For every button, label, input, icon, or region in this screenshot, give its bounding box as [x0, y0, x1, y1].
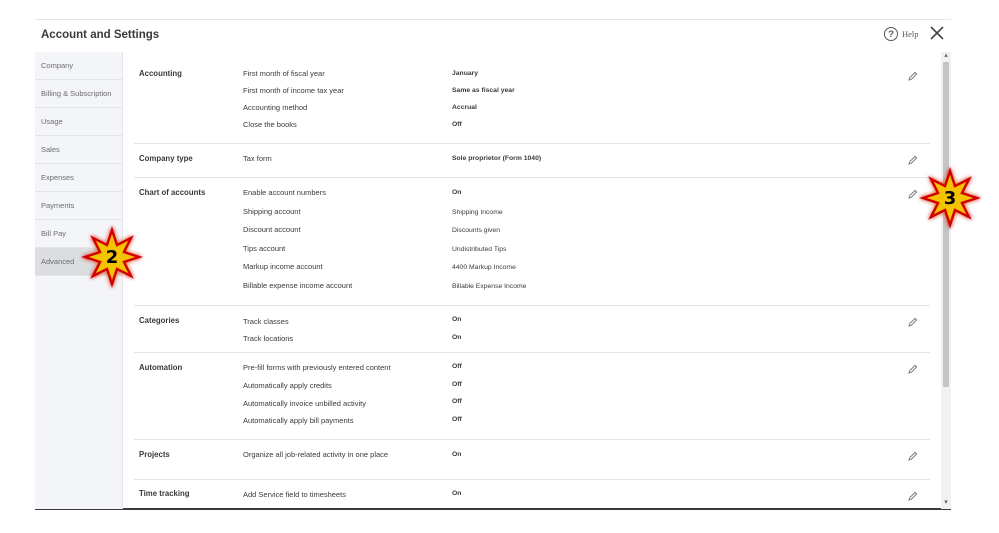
- pencil-icon: [908, 451, 918, 461]
- setting-value: Accrual: [452, 104, 477, 111]
- section-accounting: [134, 52, 930, 144]
- sidebar-item-advanced[interactable]: Advanced: [35, 248, 122, 276]
- setting-value: Off: [452, 416, 462, 423]
- edit-categories-button[interactable]: [908, 317, 918, 327]
- setting-label: Close the books: [243, 120, 297, 129]
- setting-value: Billable Expense Income: [452, 283, 527, 290]
- setting-label: Track locations: [243, 334, 294, 343]
- pencil-icon: [908, 364, 918, 374]
- pencil-icon: [908, 317, 918, 327]
- edit-company-type-button[interactable]: [908, 155, 918, 165]
- setting-label: Markup income account: [243, 262, 323, 271]
- setting-label: Billable expense income account: [243, 281, 353, 290]
- section-company-type: [134, 144, 930, 178]
- section-projects: [134, 440, 930, 480]
- setting-value: Undistributed Tips: [452, 246, 507, 253]
- scroll-down-icon[interactable]: ▾: [944, 499, 948, 506]
- callout-number: 2: [105, 246, 119, 268]
- section-categories: [134, 306, 930, 353]
- edit-time-tracking-button[interactable]: [908, 491, 918, 501]
- help-icon: ?: [884, 27, 898, 41]
- edit-accounting-button[interactable]: [908, 71, 918, 81]
- section-label: Chart of accounts: [139, 188, 206, 197]
- setting-label: Pre-fill forms with previously entered content: [243, 363, 391, 372]
- setting-label: Discount account: [243, 225, 301, 234]
- sidebar-item-usage[interactable]: Usage: [35, 108, 122, 136]
- setting-label: Enable account numbers: [243, 188, 326, 197]
- sidebar-item-billing-subscription[interactable]: Billing & Subscription: [35, 80, 122, 108]
- setting-label: Tips account: [243, 244, 286, 253]
- edit-automation-button[interactable]: [908, 364, 918, 374]
- settings-window: [35, 19, 951, 510]
- section-chart-of-accounts: [134, 178, 930, 306]
- vertical-scrollbar[interactable]: [941, 52, 951, 509]
- setting-value: Off: [452, 363, 462, 370]
- setting-value: Sole proprietor (Form 1040): [452, 155, 542, 162]
- setting-value: 4400 Markup Income: [452, 264, 516, 271]
- setting-label: First month of income tax year: [243, 86, 344, 95]
- setting-value: Discounts given: [452, 227, 500, 234]
- section-label: Time tracking: [139, 489, 190, 498]
- setting-value: Off: [452, 121, 462, 128]
- section-label: Accounting: [139, 69, 182, 78]
- setting-label: Accounting method: [243, 103, 308, 112]
- setting-value: Shipping Income: [452, 209, 503, 216]
- section-label: Automation: [139, 363, 183, 372]
- setting-value: On: [452, 451, 462, 458]
- callout-badge-2: [79, 224, 145, 290]
- callout-badge-3: [917, 165, 983, 231]
- setting-label: Tax form: [243, 154, 272, 163]
- setting-value: Off: [452, 398, 462, 405]
- pencil-icon: [908, 71, 918, 81]
- section-automation: [134, 353, 930, 440]
- edit-projects-button[interactable]: [908, 451, 918, 461]
- section-time-tracking: [134, 480, 930, 509]
- setting-label: First month of fiscal year: [243, 69, 325, 78]
- settings-content: [124, 52, 940, 509]
- callout-number: 3: [943, 187, 957, 209]
- sidebar-item-sales[interactable]: Sales: [35, 136, 122, 164]
- setting-value: January: [452, 70, 479, 77]
- setting-label: Automatically invoice unbilled activity: [243, 399, 366, 408]
- close-icon: [929, 25, 945, 41]
- setting-value: On: [452, 189, 462, 196]
- sidebar-item-expenses[interactable]: Expenses: [35, 164, 122, 192]
- setting-value: On: [452, 490, 462, 497]
- setting-value: Off: [452, 381, 462, 388]
- setting-label: Automatically apply bill payments: [243, 416, 354, 425]
- setting-value: On: [452, 334, 462, 341]
- pencil-icon: [908, 155, 918, 165]
- setting-value: Same as fiscal year: [452, 87, 515, 94]
- sidebar-item-company[interactable]: Company: [35, 52, 122, 80]
- help-label: Help: [902, 29, 919, 39]
- setting-label: Shipping account: [243, 207, 301, 216]
- setting-label: Track classes: [243, 317, 289, 326]
- scroll-up-icon[interactable]: ▴: [944, 52, 948, 59]
- setting-label: Automatically apply credits: [243, 381, 332, 390]
- sidebar-item-bill-pay[interactable]: Bill Pay: [35, 220, 122, 248]
- pencil-icon: [908, 491, 918, 501]
- close-button[interactable]: [929, 25, 945, 41]
- setting-label: Organize all job-related activity in one place: [243, 450, 389, 459]
- setting-value: On: [452, 316, 462, 323]
- section-label: Projects: [139, 450, 170, 459]
- setting-label: Add Service field to timesheets: [243, 490, 346, 499]
- help-button[interactable]: [884, 27, 919, 41]
- section-label: Company type: [139, 154, 193, 163]
- window-header: [35, 20, 951, 52]
- sidebar-item-payments[interactable]: Payments: [35, 192, 122, 220]
- window-title: Account and Settings: [41, 29, 160, 41]
- section-label: Categories: [139, 316, 180, 325]
